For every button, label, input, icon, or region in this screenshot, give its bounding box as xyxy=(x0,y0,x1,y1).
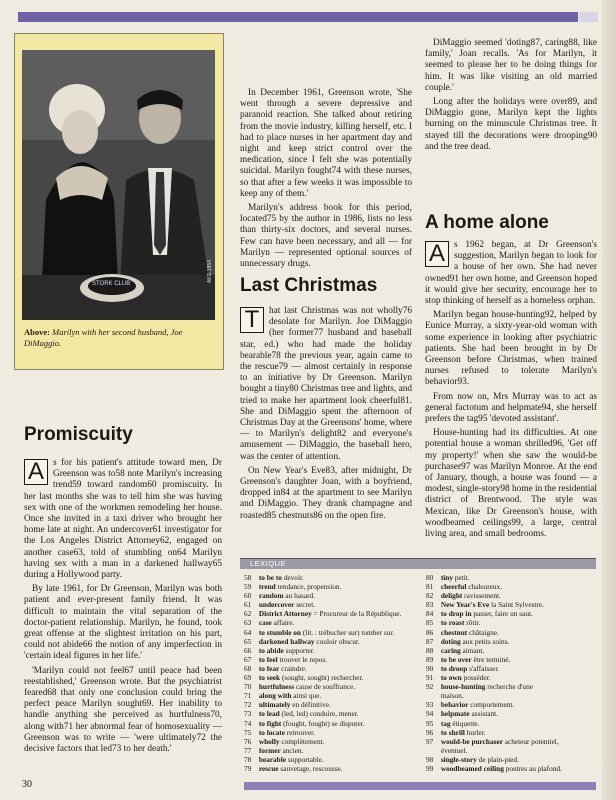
lexique-entry xyxy=(426,764,596,773)
lexique-number: 84 xyxy=(426,609,434,619)
lexique-entry xyxy=(244,609,420,618)
dropcap: T xyxy=(240,307,264,333)
photo-marilyn-dimaggio xyxy=(22,50,215,320)
lexique-number: 94 xyxy=(426,709,434,719)
paragraph: 'Marilyn could not feel67 until peace had been reestablished,' Greenson wrote. But the psychiatrist feared68 that only one conclusion could bring the perfect peace Marilyn sought69. Her inability to handle anything she perceived as hurtfulness70, along with71 her abnormal fear of homosexuality — Greenson was to write — 'were ultimately72 the decisive factors that led73 to her death.' xyxy=(24,665,222,755)
lexique-definition: s'affaisser. xyxy=(469,663,500,673)
lexique-entry xyxy=(426,600,596,609)
lexique-term: to roast xyxy=(440,618,465,628)
paragraph xyxy=(24,458,222,581)
lexique-term: woodbeamed ceiling xyxy=(440,763,504,773)
lexique-number: 99 xyxy=(426,763,434,773)
lexique-number: 58 xyxy=(244,573,252,582)
lexique-number: 83 xyxy=(426,600,434,610)
lexique-definition: recherche d'une xyxy=(487,682,533,692)
paragraph-text: hat last Christmas was not wholly76 desolate for Marilyn. Joe DiMaggio (her former77 husband and baseball star, ed.) who had made the holiday bearable78 the previous year, again came to the rescue79 — almost certainly in response to an initiative by Dr Greenson. Marilyn bought a tiny80 Christmas tree and lights, and tried to make her apartment look cheerful81. She and DiMaggio spent the afternoon of Christmas Day at the Greensons' home, where — to Marilyn's delight82 and everyone's amusement — DiMaggio, the baseball hero, was the center of attention. xyxy=(240,306,412,462)
lexique-entry xyxy=(244,682,420,691)
lexique-number: 95 xyxy=(426,718,434,728)
paragraph: On New Year's Eve83, after midnight, Dr Greenson's daughter Joan, with a boyfriend, dropped in84 at the apartment to see Marilyn and DiMaggio. They drank champagne and roasted85 chestnuts86 on the open fire. xyxy=(240,465,412,521)
lexique-definition: aux petits soins. xyxy=(462,636,510,646)
lexique-term: to drop in xyxy=(440,609,472,619)
lexique-definition: (sought, sought) rechercher. xyxy=(281,673,364,683)
caption-text: Marilyn with her second husband, Joe DiMaggio. xyxy=(24,327,183,348)
dropcap: A xyxy=(24,459,48,485)
lexique-term: house-hunting xyxy=(440,682,486,692)
photo-credit: AKG 1954 xyxy=(207,260,213,284)
scan-edge xyxy=(602,0,616,800)
lexique-number: 65 xyxy=(244,636,252,646)
top-bar-end xyxy=(579,12,598,22)
lexique-definition: petit. xyxy=(454,573,470,582)
heading-home-alone: A home alone xyxy=(425,212,549,233)
lexique-definition: sauvetage, rescousse. xyxy=(280,763,343,773)
lexique-definition: aimant. xyxy=(462,645,485,655)
lexique-definition: ravissement. xyxy=(464,591,501,601)
lexique-definition: secret. xyxy=(296,600,316,610)
lexique-entry xyxy=(426,719,596,728)
lexique-number: 63 xyxy=(244,618,252,628)
lexique-definition: affaire. xyxy=(273,618,295,628)
lexique-number: 61 xyxy=(244,600,252,610)
lexique-term: to shrill xyxy=(440,727,465,737)
lexique-term: tag xyxy=(440,718,451,728)
lexique-definition: cause de souffrance. xyxy=(295,682,356,692)
lexique-number: 67 xyxy=(244,654,252,664)
lexique-number: 59 xyxy=(244,582,252,592)
lexique-number: 60 xyxy=(244,591,252,601)
lexique-number: 82 xyxy=(426,591,434,601)
lexique-definition: retrouver. xyxy=(286,727,315,737)
lexique-entry xyxy=(244,655,420,664)
lexique-entry xyxy=(426,755,596,764)
page-number: 30 xyxy=(22,779,32,790)
paragraph: Marilyn began house-hunting92, helped by Eunice Murray, a sixty-year-old woman with some experience in looking after psychiatric patients. She had been brought in by Dr Greenson before Christmas, when trained nurses refused to tolerate Marilyn's behavior93. xyxy=(425,310,597,388)
photo-illustration xyxy=(22,50,215,320)
heading-last-christmas: Last Christmas xyxy=(240,275,378,296)
lexique-entry xyxy=(426,673,596,682)
lexique-term: to fear xyxy=(258,663,280,673)
lexique-entry xyxy=(244,646,420,655)
lexique-entry xyxy=(244,664,420,673)
lexique-definition: au hasard. xyxy=(285,591,315,601)
lexique-definition: de plain-pied. xyxy=(478,754,519,764)
lexique-number: 88 xyxy=(426,645,434,655)
lexique-entry xyxy=(244,737,420,746)
lexique-entry xyxy=(426,646,596,655)
lexique-number: 76 xyxy=(244,736,252,746)
lexique-entry xyxy=(244,719,420,728)
lexique-number: 80 xyxy=(426,573,434,582)
lexique-definition: ainsi que. xyxy=(293,691,322,701)
paragraph-text: s for his patient's attitude toward men, Dr Greenson was to58 note Marilyn's increasing trend59 toward random60 promiscuity. In her last months she was to tell him she was having sex with one of the workmen remodeling her house. Once she invited in a taxi driver who brought her home late at night. An undercover61 investigator for the Los Angeles District Attorney62, engaged on another case63, told of stumbling on64 Marilyn having sex with a man in a darkened hallway65 during a Hollywood party. xyxy=(24,458,222,581)
lexique-term: tiny xyxy=(440,573,453,582)
lexique-entry xyxy=(244,764,420,773)
dropcap: A xyxy=(425,241,449,267)
lexique-number: 93 xyxy=(426,700,434,710)
lexique-term: trend xyxy=(258,582,276,592)
lexique-definition: hurler. xyxy=(466,727,486,737)
lexique-term: wholly xyxy=(258,736,280,746)
paragraph: Marilyn's address book for this period, located75 by the author in 1986, lists no less than thirty-six doctors, and several nurses. Few can have been necessary, and all — for Marilyn — represented optional sources of unnecessary drugs. xyxy=(240,203,412,270)
paragraph: In December 1961, Greenson wrote, 'She went through a severe depressive and paranoid reaction. She talked about retiring from the movie industry, killing herself, etc. I had to place nurses in her apartment day and night and keep strict control over the medication, since I felt she was potentially suicidal. Marilyn fought74 with these nurses, so that after a few weeks it was impossible to keep any of them.' xyxy=(240,88,412,199)
lexique-definition: maison. xyxy=(440,691,464,701)
lexique-number: 87 xyxy=(426,636,434,646)
lexique-definition: étiquette. xyxy=(452,718,480,728)
lexique-number: 62 xyxy=(244,609,252,619)
lexique-definition: supporter. xyxy=(285,645,315,655)
lexique-entry xyxy=(426,691,596,700)
lexique-entry xyxy=(244,746,420,755)
lexique-term: District Attorney xyxy=(258,609,312,619)
lexique-entry xyxy=(244,582,420,591)
lexique-definition: châtaigne. xyxy=(469,627,499,637)
lexique-number: 98 xyxy=(426,754,434,764)
lexique-definition: acheteur potentiel, xyxy=(504,736,559,746)
paragraph xyxy=(425,240,597,307)
lexique-definition: supportable. xyxy=(287,754,324,764)
lexique-definition: la Saint Sylvestre. xyxy=(491,600,544,610)
lexique-term: delight xyxy=(440,591,463,601)
lexique-definition: éventuel. xyxy=(440,745,468,755)
lexique-term: helpmate xyxy=(440,709,470,719)
lexique-entry xyxy=(426,664,596,673)
stork-club-text: STORK CLUB xyxy=(92,281,131,287)
lexique-entry xyxy=(426,628,596,637)
lexique-entry xyxy=(244,700,420,709)
lexique-term: to be to xyxy=(258,573,282,582)
lexique-entry xyxy=(244,691,420,700)
lexique-entry xyxy=(426,591,596,600)
column-dimaggio xyxy=(425,38,597,156)
lexique-entry xyxy=(244,600,420,609)
lexique-term: doting xyxy=(440,636,461,646)
lexique-term: behavior xyxy=(440,700,469,710)
lexique-entry xyxy=(244,709,420,718)
lexique-entry xyxy=(426,655,596,664)
lexique-number: 74 xyxy=(244,718,252,728)
lexique-definition: comportement. xyxy=(470,700,515,710)
lexique-term: ultimately xyxy=(258,700,291,710)
lexique-definition: poutres au plafond. xyxy=(505,763,562,773)
lexique-term: to locate xyxy=(258,727,285,737)
lexique-term: cheerful xyxy=(440,582,467,592)
lexique-definition: (led, led) conduire, mener. xyxy=(281,709,359,719)
lexique-title: LEXIQUE xyxy=(240,559,596,569)
photo-caption xyxy=(24,327,212,349)
lexique-entry xyxy=(426,737,596,746)
lexique-number: 73 xyxy=(244,709,252,719)
lexique-number: 85 xyxy=(426,618,434,628)
lexique-term: to fight xyxy=(258,718,282,728)
lexique-entry xyxy=(426,609,596,618)
lexique-number: 78 xyxy=(244,754,252,764)
paragraph: Long after the holidays were over89, and DiMaggio gone, Marilyn kept the lights burning on the minuscule Christmas tree. It stayed till the decorations were drooping90 and the tree dead. xyxy=(425,97,597,152)
column-promiscuity xyxy=(24,458,222,758)
lexique-definition: posséder. xyxy=(463,673,491,683)
lexique-definition: tendance, propension. xyxy=(277,582,342,592)
lexique-entry xyxy=(244,573,420,582)
lexique-definition: couloir obscur. xyxy=(316,636,360,646)
paragraph xyxy=(240,306,412,463)
column-home-alone xyxy=(425,240,597,543)
lexique-definition: trouver le repos. xyxy=(279,654,328,664)
lexique-definition: (lit. : trébucher sur) tomber sur. xyxy=(302,627,395,637)
lexique-entry xyxy=(426,700,596,709)
lexique-definition: rôtir. xyxy=(466,618,481,628)
lexique-number: 90 xyxy=(426,663,434,673)
lexique-entry xyxy=(244,591,420,600)
lexique-term: to seek xyxy=(258,673,281,683)
lexique-definition: être terminé. xyxy=(473,654,511,664)
lexique-term: would-be purchaser xyxy=(440,736,503,746)
lexique-term: to abide xyxy=(258,645,284,655)
lexique-number: 96 xyxy=(426,727,434,737)
paragraph-text: s 1962 began, at Dr Greenson's suggestion, Marilyn began to look for a house of her own. She had never owned91 her own home, and Greenson hoped it would give her security, encourage her to stop thinking of herself as a homeless orphan. xyxy=(425,240,597,307)
lexique-number: 71 xyxy=(244,691,252,701)
lexique-number: 92 xyxy=(426,682,434,692)
lexique-definition: chaleureux. xyxy=(468,582,503,592)
lexique-entry xyxy=(426,582,596,591)
paragraph: By late 1961, for Dr Greenson, Marilyn was both patient and ever-present family friend. It was difficult to maintain the vital separation of the doctor-patient relationship. Marilyn, he found, took great offense at the slightest irritation on his part, could not abide66 the notion of any imperfection in 'certain ideal figures in her life.' xyxy=(24,584,222,662)
lexique-left-column xyxy=(244,573,420,773)
caption-lead: Above: xyxy=(24,327,50,337)
heading-promiscuity: Promiscuity xyxy=(24,424,133,445)
lexique-definition: devoir. xyxy=(283,573,304,582)
lexique-number: 70 xyxy=(244,682,252,692)
lexique-entry xyxy=(244,628,420,637)
lexique-entry xyxy=(426,618,596,627)
lexique-number: 69 xyxy=(244,673,252,683)
top-color-bar xyxy=(18,12,578,22)
lexique-box xyxy=(240,558,596,784)
lexique-entry xyxy=(426,746,596,755)
lexique-entry xyxy=(426,573,596,582)
lexique-entry xyxy=(426,709,596,718)
lexique-term: New Year's Eve xyxy=(440,600,490,610)
lexique-term: random xyxy=(258,591,284,601)
lexique-term: former xyxy=(258,745,281,755)
lexique-term: to own xyxy=(440,673,462,683)
lexique-term: to feel xyxy=(258,654,278,664)
column-december xyxy=(240,88,412,273)
lexique-number: 89 xyxy=(426,654,434,664)
lexique-entry xyxy=(426,682,596,691)
lexique-entry xyxy=(426,637,596,646)
lexique-number: 68 xyxy=(244,663,252,673)
lexique-entry xyxy=(244,637,420,646)
lexique-term: to lead xyxy=(258,709,280,719)
lexique-definition: assistant. xyxy=(471,709,498,719)
lexique-number: 72 xyxy=(244,700,252,710)
paragraph: DiMaggio seemed 'doting87, caring88, like family,' Joan recalls. 'As for Marilyn, it seemed to please her to be doing things for him. It was like visiting an old married couple.' xyxy=(425,38,597,93)
lexique-number: 77 xyxy=(244,745,252,755)
lexique-term: hurtfulness xyxy=(258,682,295,692)
paragraph: From now on, Mrs Murray was to act as general factotum and helpmate94, she herself prefers the tag95 'devoted assistant'. xyxy=(425,391,597,425)
bottom-color-bar xyxy=(244,782,596,790)
lexique-number: 66 xyxy=(244,645,252,655)
lexique-definition: = Procureur de la République. xyxy=(313,609,402,619)
lexique-entry xyxy=(244,618,420,627)
lexique-term: along with xyxy=(258,691,292,701)
lexique-number: 86 xyxy=(426,627,434,637)
lexique-number: 64 xyxy=(244,627,252,637)
lexique-entry xyxy=(244,673,420,682)
lexique-term: darkened hallway xyxy=(258,636,315,646)
lexique-right-column xyxy=(426,573,596,773)
lexique-term: to droop xyxy=(440,663,468,673)
lexique-term: undercover xyxy=(258,600,295,610)
lexique-entry xyxy=(244,728,420,737)
column-last-christmas xyxy=(240,306,412,525)
lexique-number: 75 xyxy=(244,727,252,737)
lexique-number: 79 xyxy=(244,763,252,773)
lexique-definition: craindre. xyxy=(281,663,307,673)
lexique-definition: ancien. xyxy=(282,745,304,755)
lexique-number: 81 xyxy=(426,582,434,592)
paragraph: House-hunting had its difficulties. At one potential house a woman shrilled96, 'Get off my property!' when she saw the would-be purchaser97 was Marilyn Monroe. At the end of January, though, a house was found — a modest, single-story98 home in the residential district of Brentwood. The style was Mexican, like Dr Greenson's house, with woodbeamed ceilings99, a large, central living area, and small bedrooms. xyxy=(425,428,597,540)
lexique-term: to be over xyxy=(440,654,472,664)
lexique-term: caring xyxy=(440,645,461,655)
lexique-entry xyxy=(426,728,596,737)
lexique-definition: complètement. xyxy=(281,736,325,746)
lexique-entry xyxy=(244,755,420,764)
lexique-term: rescue xyxy=(258,763,279,773)
lexique-term: case xyxy=(258,618,272,628)
lexique-definition: (fought, fought) se disputer. xyxy=(283,718,365,728)
lexique-term: single-story xyxy=(440,754,477,764)
lexique-term: to stumble on xyxy=(258,627,301,637)
lexique-term: chestnut xyxy=(440,627,468,637)
lexique-term: bearable xyxy=(258,754,286,764)
lexique-definition: en définitive. xyxy=(292,700,331,710)
lexique-number: 91 xyxy=(426,673,434,683)
lexique-definition: passer, faire un saut. xyxy=(473,609,533,619)
lexique-number: 97 xyxy=(426,736,434,746)
